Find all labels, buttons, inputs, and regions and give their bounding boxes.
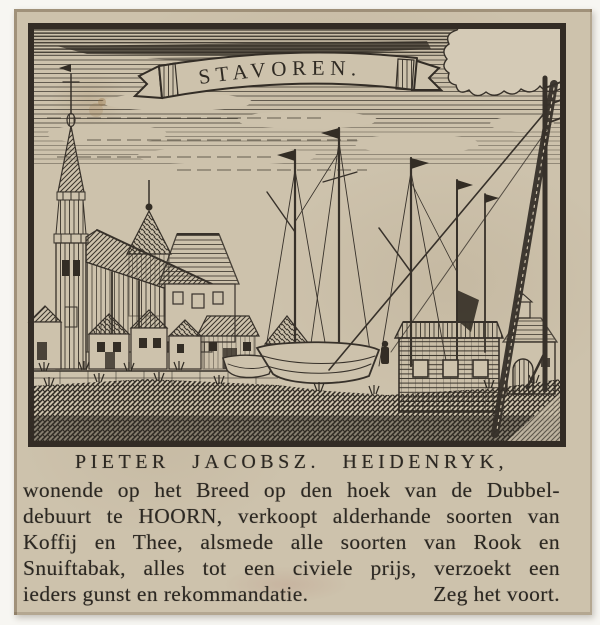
figure-head (382, 341, 388, 347)
ad-line-2: debuurt te HOORN, verkoopt alderhande soorten van (23, 504, 560, 528)
ad-line-3: Koffij en Thee, alsmede alle soorten van Rook en (23, 530, 560, 554)
tower-house-roof (127, 211, 171, 254)
banner-title: STAVOREN. (196, 55, 363, 90)
advertisement-text (23, 451, 560, 607)
hip-roof-house (159, 234, 239, 284)
ad-closing-phrase: Zeg het voort. (433, 582, 560, 606)
stavoren-harbor-engraving (27, 22, 567, 448)
ad-last-line (23, 581, 560, 607)
ad-line-1: wonende op het Breed op den hoek van de Dubbel- (23, 478, 560, 502)
ad-last-line-left: ieders gunst en rekommandatie. (23, 582, 309, 606)
warehouse-roof (395, 322, 503, 338)
woodcut-print (27, 22, 567, 448)
newspaper-clipping (14, 9, 592, 615)
merchant-name-heading: PIETER JACOBSZ. HEIDENRYK, (74, 451, 508, 473)
ad-line-4: Snuiftabak, alles tot een civiele prijs, verzoekt een (23, 556, 560, 580)
figure-body (381, 347, 389, 364)
sky-hatching (32, 24, 562, 170)
